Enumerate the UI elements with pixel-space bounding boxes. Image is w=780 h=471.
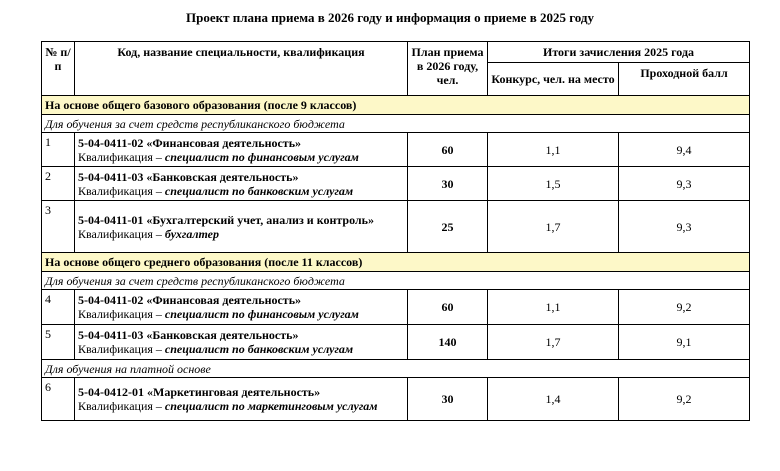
section-row xyxy=(42,253,750,272)
table-body xyxy=(42,96,750,421)
row-number: 6 xyxy=(42,378,75,421)
qualification-label: Квалификация – xyxy=(78,307,165,321)
row-number: 4 xyxy=(42,290,75,325)
competition-value: 1,4 xyxy=(488,378,619,421)
funding-row xyxy=(42,360,750,378)
qualification xyxy=(78,184,404,198)
specialty-cell xyxy=(75,167,408,201)
section-row xyxy=(42,96,750,115)
specialty-code-name: 5-04-0411-01 «Бухгалтерский учет, анализ и контроль» xyxy=(78,212,375,227)
plan-value: 30 xyxy=(408,378,488,421)
qualification-label: Квалификация – xyxy=(78,342,165,356)
qualification-label: Квалификация – xyxy=(78,149,165,164)
competition-value: 1,1 xyxy=(488,133,619,167)
plan-value: 60 xyxy=(408,290,488,325)
funding-title: Для обучения на платной основе xyxy=(42,360,750,378)
table-row xyxy=(42,167,750,201)
qualification-value: специалист по маркетинговым услугам xyxy=(164,399,378,413)
table-row xyxy=(42,133,750,167)
competition-value: 1,5 xyxy=(488,167,619,201)
specialty-code-name: 5-04-0412-01 «Маркетинговая деятельность» xyxy=(78,385,321,399)
header-results: Итоги зачисления 2025 года xyxy=(488,42,750,63)
table-row xyxy=(42,201,750,253)
row-number: 5 xyxy=(42,325,75,360)
table-row xyxy=(42,378,750,421)
specialty-cell xyxy=(75,378,408,421)
funding-title: Для обучения за счет средств республиканского бюджета xyxy=(42,115,750,133)
specialty-cell xyxy=(75,133,408,167)
qualification xyxy=(78,342,404,356)
plan-value: 25 xyxy=(408,201,488,253)
qualification-value: специалист по финансовым услугам xyxy=(164,307,359,321)
row-number: 2 xyxy=(42,167,75,201)
plan-value: 140 xyxy=(408,325,488,360)
score-value: 9,2 xyxy=(619,378,750,421)
header-name: Код, название специальности, квалификация xyxy=(75,42,408,96)
funding-row xyxy=(42,272,750,290)
score-value: 9,3 xyxy=(619,201,750,253)
score-value: 9,4 xyxy=(619,133,750,167)
qualification xyxy=(78,227,404,241)
header-score: Проходной балл xyxy=(619,63,750,96)
funding-row xyxy=(42,115,750,133)
funding-title: Для обучения за счет средств республиканского бюджета xyxy=(42,272,750,290)
score-value: 9,2 xyxy=(619,290,750,325)
qualification-value: специалист по банковским услугам xyxy=(164,183,354,198)
specialty-cell xyxy=(75,201,408,253)
competition-value: 1,7 xyxy=(488,201,619,253)
table-row xyxy=(42,325,750,360)
qualification-label: Квалификация – xyxy=(78,399,165,413)
qualification xyxy=(78,307,404,321)
qualification-value: специалист по банковским услугам xyxy=(164,342,354,356)
qualification xyxy=(78,399,404,413)
qualification-value: бухгалтер xyxy=(164,226,219,241)
specialty-code-name: 5-04-0411-02 «Финансовая деятельность» xyxy=(78,135,302,150)
competition-value: 1,1 xyxy=(488,290,619,325)
row-number: 3 xyxy=(42,201,75,253)
header-plan: План приема в 2026 году, чел. xyxy=(408,42,488,96)
specialty-cell xyxy=(75,325,408,360)
score-value: 9,1 xyxy=(619,325,750,360)
admission-table xyxy=(41,41,750,421)
specialty-code-name: 5-04-0411-03 «Банковская деятельность» xyxy=(78,328,299,342)
qualification xyxy=(78,150,404,164)
section-title: На основе общего среднего образования (после 11 классов) xyxy=(42,253,750,272)
section-title: На основе общего базового образования (после 9 классов) xyxy=(42,96,750,115)
specialty-code-name: 5-04-0411-03 «Банковская деятельность» xyxy=(78,169,299,184)
row-number: 1 xyxy=(42,133,75,167)
competition-value: 1,7 xyxy=(488,325,619,360)
qualification-value: специалист по финансовым услугам xyxy=(164,149,359,164)
page-title: Проект плана приема в 2026 году и информация о приеме в 2025 году xyxy=(186,10,594,25)
specialty-code-name: 5-04-0411-02 «Финансовая деятельность» xyxy=(78,293,302,307)
specialty-cell xyxy=(75,290,408,325)
plan-value: 30 xyxy=(408,167,488,201)
score-value: 9,3 xyxy=(619,167,750,201)
header-num: № п/п xyxy=(42,42,75,96)
qualification-label: Квалификация – xyxy=(78,226,165,241)
header-competition: Конкурс, чел. на место xyxy=(488,63,619,96)
qualification-label: Квалификация – xyxy=(78,183,165,198)
plan-value: 60 xyxy=(408,133,488,167)
table-row xyxy=(42,290,750,325)
